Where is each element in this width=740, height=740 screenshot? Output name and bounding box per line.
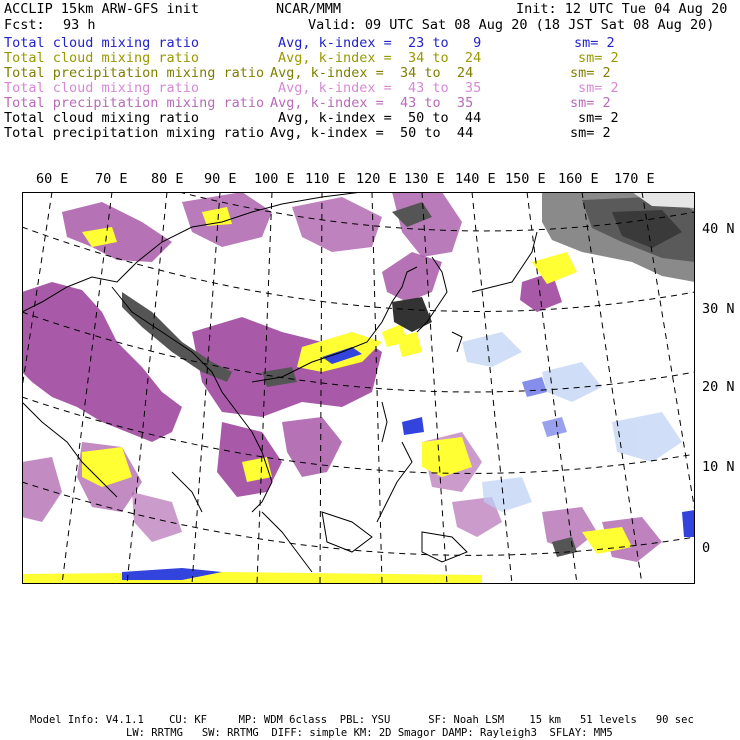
legend-sm: sm= 2 [570,65,611,81]
forecast-map [22,192,695,584]
lon-label: 80 E [151,171,184,187]
lon-label: 130 E [404,171,445,187]
legend-field: Total cloud mixing ratio [4,50,200,66]
lon-label: 140 E [455,171,496,187]
init-time: Init: 12 UTC Tue 04 Aug 20 [516,1,728,17]
lon-label: 170 E [614,171,655,187]
lat-label: 30 N [702,301,735,317]
lon-label: 60 E [36,171,69,187]
legend-field: Total precipitation mixing ratio [4,95,265,111]
valid-time: Valid: 09 UTC Sat 08 Aug 20 (18 JST Sat 08 Aug 20) [308,17,715,33]
lon-label: 150 E [505,171,546,187]
legend-sm: sm= 2 [574,35,615,51]
lon-label: 110 E [305,171,346,187]
legend-field: Total cloud mixing ratio [4,110,200,126]
legend-avg: Avg, k-index = 34 to 24 [278,50,482,66]
legend-sm: sm= 2 [570,95,611,111]
legend-sm: sm= 2 [578,80,619,96]
model-info-line-2: LW: RRTMG SW: RRTMG DIFF: simple KM: 2D Smagor DAMP: Rayleigh3 SFLAY: MM5 [126,727,613,739]
legend-field: Total precipitation mixing ratio [4,125,265,141]
model-info-line-1: Model Info: V4.1.1 CU: KF MP: WDM 6class PBL: YSU SF: Noah LSM 15 km 51 levels 90 sec [30,714,694,726]
lat-label: 40 N [702,221,735,237]
lon-label: 160 E [558,171,599,187]
legend-sm: sm= 2 [578,110,619,126]
legend-avg: Avg, k-index = 50 to 44 [270,125,474,141]
lat-label: 10 N [702,459,735,475]
legend-field: Total cloud mixing ratio [4,80,200,96]
plot-title: ACCLIP 15km ARW-GFS init [4,1,200,17]
lat-label: 0 [702,540,711,556]
lon-label: 120 E [356,171,397,187]
forecast-label: Fcst: [4,17,45,33]
source-label: NCAR/MMM [276,1,342,17]
legend-avg: Avg, k-index = 43 to 35 [278,80,482,96]
forecast-hour: 93 h [63,17,96,33]
legend-avg: Avg, k-index = 23 to 9 [278,35,482,51]
lon-label: 100 E [254,171,295,187]
legend-avg: Avg, k-index = 34 to 24 [270,65,474,81]
legend-avg: Avg, k-index = 43 to 35 [270,95,474,111]
legend-avg: Avg, k-index = 50 to 44 [278,110,482,126]
lat-label: 20 N [702,379,735,395]
lon-label: 90 E [204,171,237,187]
legend-sm: sm= 2 [570,125,611,141]
legend-sm: sm= 2 [578,50,619,66]
lon-label: 70 E [95,171,128,187]
legend-field: Total precipitation mixing ratio [4,65,265,81]
legend-field: Total cloud mixing ratio [4,35,200,51]
